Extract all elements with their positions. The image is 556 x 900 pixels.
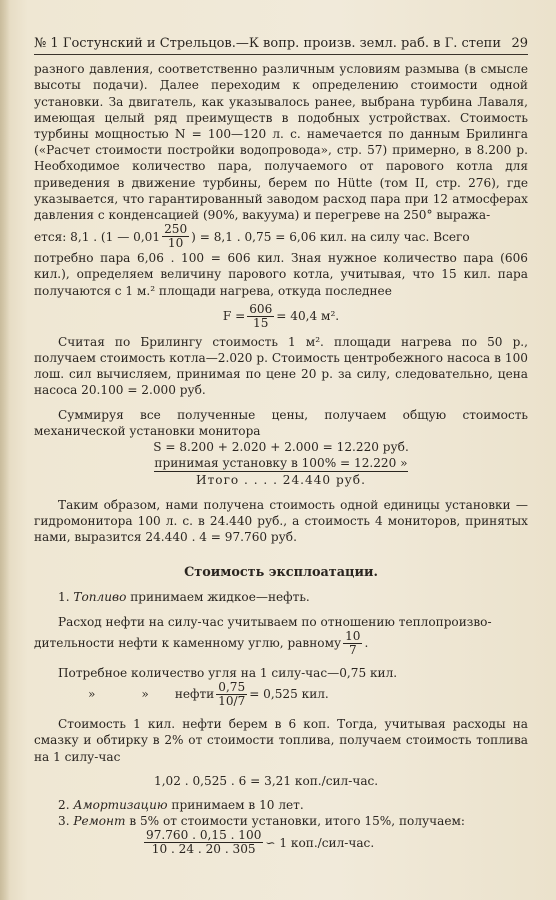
formula-steam-consumption: ется: 8,1 . (1 — 0,01 $\frac{250}{10}$ ) = 8,1 . 0,75 = 6,06 кил. на силу час. Всего (34, 222, 470, 251)
formula-oil-ratio: дительности нефти к каменному углю, равному $\frac{10}{7}$ . (34, 628, 369, 657)
sum-formula-percent: принимая установку в 100% = 12.220 » (34, 455, 528, 472)
running-header (34, 36, 528, 55)
paragraph-turbine: разного давления, соответственно различным условиям размыва (в смысле высоты подачи). Далее переходим к определению стоимости одной установки. За двигатель, как указывалось ранее, выбрана турбина Лаваля, имеющая целый ряд преимуществ в подобных устройствах. Стоимость турбины мощностью N = 100—120 л. с. намечается по данным Брилинга («Расчет стоимости постройки водопровода», стр. 57) примерно, в 8.200 р. Необходимое количество пара, получаемого от парового котла для приведения в движение турбины, берем по Hütte (том II, стр. 276), где указывается, что гарантированный заводом расход пара при 12 атмосферах давления с конденсацией (90%, вакуума) и перегреве на 250° выража- (34, 62, 528, 223)
page-spine-shadow (0, 0, 10, 900)
page-number: 29 (511, 36, 528, 51)
paragraph-boiler: потребно пара 6,06 . 100 = 606 кил. Зная нужное количество пара (606 кил.), определяем величину парового котла, учитывая, что 15 кил. пара получаются с 1 м.² площади нагрева, откуда последнее (34, 251, 528, 298)
item-fuel: 1. Топливо принимаем жидкое—нефть. (58, 590, 310, 605)
paragraph-coal-need: Потребное количество угля на 1 силу-час—0,75 кил. (58, 665, 398, 680)
total-line: Итого . . . . 24.440 руб. (196, 473, 366, 488)
sum-formula: S = 8.200 + 2.020 + 2.000 = 12.220 руб. (153, 440, 409, 455)
section-title: Стоимость эксплоатации. (184, 565, 378, 581)
header-title: № 1 Гостунский и Стрельцов.—К вопр. произв. земл. раб. в Г. степи (34, 36, 501, 51)
item-repair: 3. Ремонт в 5% от стоимости установки, итого 15%, получаем: (58, 814, 465, 829)
formula-repair: $\frac{97.760 . 0,15 . 100}{10 . 24 . 20 . 305}$ ∽ 1 коп./сил-час. (146, 828, 375, 857)
formula-oil-need: » » нефти $\frac{0,75}{10/7}$ = 0,525 кил. (88, 680, 329, 709)
paragraph-pump-cost: Считая по Брилингу стоимость 1 м². площади нагрева по 50 р., получаем стоимость котла—2.020 р. Стоимость центробежного насоса в 100 лош. сил вычисляем, принимая по цене 20 р. за силу, следовательно, цена насоса 20.100 = 2.000 руб. (34, 334, 528, 398)
formula-heating-area: F = $\frac{606}{15}$ = 40,4 м². (222, 301, 340, 330)
paragraph-oil-consumption: Расход нефти на силу-час учитываем по отношению теплопроизво- (58, 614, 492, 629)
paragraph-fuel-cost: Стоимость 1 кил. нефти берем в 6 коп. Тогда, учитывая расходы на смазку и обтирку в 2% от стоимости топлива, получаем стоимость топлива на 1 силу-час (34, 717, 528, 764)
paragraph-summary: Суммируя все полученные цены, получаем общую стоимость механической установки монитора (34, 407, 528, 438)
paragraph-monitor-cost: Таким образом, нами получена стоимость одной единицы установки —гидромонитора 100 л. с. в 24.440 руб., а стоимость 4 мониторов, принятых нами, выразится 24.440 . 4 = 97.760 руб. (34, 497, 528, 545)
fuel-cost-calc: 1,02 . 0,525 . 6 = 3,21 коп./сил-час. (154, 773, 379, 788)
item-amortization: 2. Амортизацию принимаем в 10 лет. (58, 797, 304, 812)
